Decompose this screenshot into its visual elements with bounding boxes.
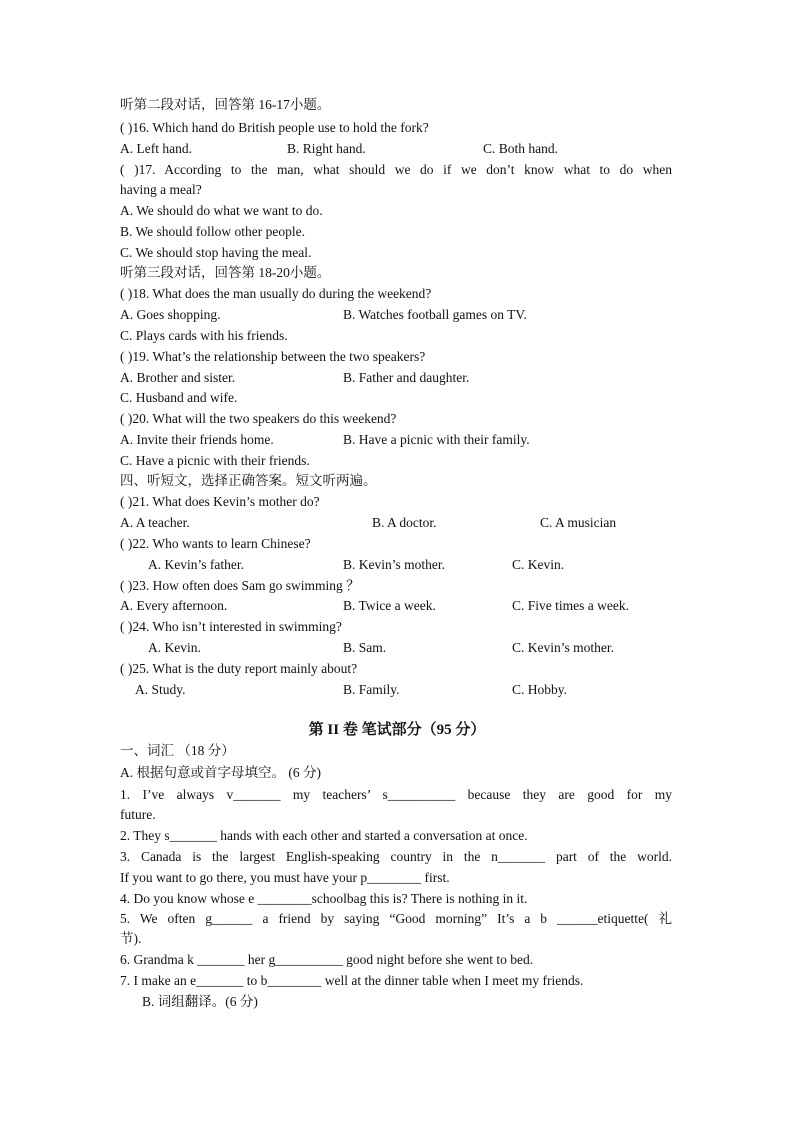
part2-heading: 听第二段对话，回答第 16-17小题。 [120,97,331,112]
q21-option-c: C. A musician [540,515,617,530]
q24-option-b: B. Sam. [343,640,387,655]
q17-option-b: B. We should follow other people. [120,224,306,239]
section-title: 第 II 卷 笔试部分（95 分） [308,722,486,738]
part3-heading: 听第三段对话，回答第 18-20小题。 [120,265,331,280]
item-5-line2: 节). [120,931,142,946]
q23-option-b: B. Twice a week. [343,598,436,613]
item-1-line1: 1. I’ve always v_______ my teachers’ s__________ because they are good for my [120,787,672,802]
q24-stem: ( )24. Who isn’t interested in swimming? [120,619,342,634]
q18-option-b: B. Watches football games on TV. [343,307,527,322]
q25-option-c: C. Hobby. [512,682,568,697]
q20-option-b: B. Have a picnic with their family. [343,432,530,447]
q16-stem: ( )16. Which hand do British people use to hold the fork? [120,120,429,135]
q25-option-b: B. Family. [343,682,400,697]
q21-stem: ( )21. What does Kevin’s mother do? [120,494,320,509]
q20-option-a: A. Invite their friends home. [120,432,274,447]
q22-option-a: A. Kevin’s father. [148,557,244,572]
q19-option-c: C. Husband and wife. [120,390,238,405]
q17-stem-line2: having a meal? [120,182,202,197]
q18-option-a: A. Goes shopping. [120,307,221,322]
part-b-heading: B. 词组翻译。(6 分) [142,994,258,1009]
q24-option-c: C. Kevin’s mother. [512,640,614,655]
q25-option-a: A. Study. [135,682,186,697]
q17-stem-line1: ( )17. According to the man, what should we do if we don’t know what to do when [120,162,672,177]
item-6: 6. Grandma k _______ her g__________ good night before she went to bed. [120,952,534,967]
part4-heading: 四、听短文，选择正确答案。短文听两遍。 [120,473,377,488]
q17-option-c: C. We should stop having the meal. [120,245,312,260]
q17-option-a: A. We should do what we want to do. [120,203,323,218]
q20-option-c: C. Have a picnic with their friends. [120,453,310,468]
item-1-line2: future. [120,807,156,822]
item-7: 7. I make an e_______ to b________ well at the dinner table when I meet my friends. [120,973,584,988]
q25-stem: ( )25. What is the duty report mainly about? [120,661,358,676]
q23-option-c: C. Five times a week. [512,598,629,613]
q19-option-a: A. Brother and sister. [120,370,236,385]
item-3-line1: 3. Canada is the largest English-speaking country in the n_______ part of the world. [120,849,672,864]
q18-option-c: C. Plays cards with his friends. [120,328,288,343]
q20-stem: ( )20. What will the two speakers do this weekend? [120,411,397,426]
q24-option-a: A. Kevin. [148,640,201,655]
item-5-line1: 5. We often g______ a friend by saying “Good morning” It’s a b ______etiquette( 礼 [120,911,672,926]
q21-option-a: A. A teacher. [120,515,190,530]
q16-option-a: A. Left hand. [120,141,192,156]
item-3-line2: If you want to go there, you must have your p________ first. [120,870,450,885]
q19-stem: ( )19. What’s the relationship between the two speakers? [120,349,426,364]
item-2: 2. They s_______ hands with each other and started a conversation at once. [120,828,528,843]
part-a-heading: A. 根据句意或首字母填空。 (6 分) [120,765,321,780]
q23-option-a: A. Every afternoon. [120,598,228,613]
q19-option-b: B. Father and daughter. [343,370,470,385]
q18-stem: ( )18. What does the man usually do during the weekend? [120,286,432,301]
q22-option-c: C. Kevin. [512,557,565,572]
q16-option-c: C. Both hand. [483,141,559,156]
q16-option-b: B. Right hand. [287,141,366,156]
q22-stem: ( )22. Who wants to learn Chinese? [120,536,311,551]
q22-option-b: B. Kevin’s mother. [343,557,445,572]
item-4: 4. Do you know whose e ________schoolbag this is? There is nothing in it. [120,891,528,906]
q23-stem: ( )23. How often does Sam go swimming ？ [120,578,360,593]
q21-option-b: B. A doctor. [372,515,437,530]
vocab-heading: 一、词汇 （18 分） [120,743,235,758]
